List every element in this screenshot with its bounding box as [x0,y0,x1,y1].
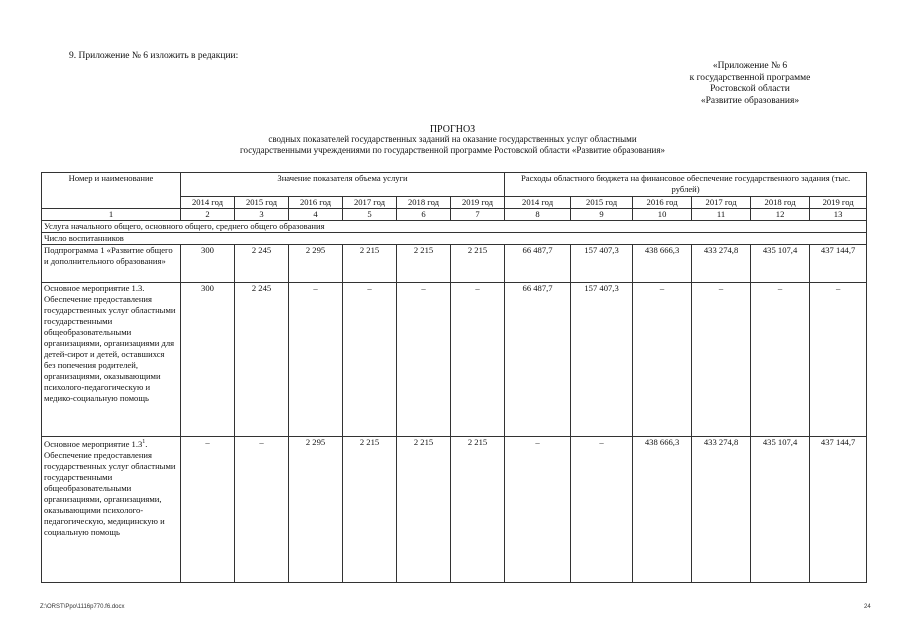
row-value: 435 107,4 [751,245,810,283]
header-year-volume: 2015 год [235,197,289,209]
column-number: 4 [289,209,343,221]
row-value: 2 245 [235,283,289,437]
footer-file-path: Z:\ORST\Ppo\1116p770.f6.docx [40,604,125,610]
row-value: – [571,437,633,583]
header-year-volume: 2019 год [451,197,505,209]
header-group-volume: Значение показателя объема услуги [181,173,505,197]
row-value: – [692,283,751,437]
row-value: 2 295 [289,245,343,283]
header-year-volume: 2017 год [343,197,397,209]
section-indicator: Число воспитанников [42,233,867,245]
column-number: 6 [397,209,451,221]
row-value: – [289,283,343,437]
table-row [42,283,867,437]
header-year-expenses: 2018 год [751,197,810,209]
header-year-volume: 2018 год [397,197,451,209]
row-value: – [181,437,235,583]
row-name-main: Основное мероприятие 1.3 [44,438,143,449]
row-value: – [235,437,289,583]
subtitle-line-2: государственными учреждениями по государственной программе Ростовской области «Развитие образования» [240,145,665,155]
annex-line-4: «Развитие образования» [700,95,800,106]
header-year-expenses: 2019 год [810,197,867,209]
row-value: 2 215 [397,245,451,283]
column-number: 9 [571,209,633,221]
forecast-table [41,172,867,583]
row-value: 2 215 [451,245,505,283]
document-title: ПРОГНОЗ [429,124,476,135]
column-number: 7 [451,209,505,221]
table-row [42,437,867,583]
row-value: 66 487,7 [505,283,571,437]
row-value: 433 274,8 [692,245,751,283]
row-value: 300 [181,283,235,437]
header-year-expenses: 2016 год [633,197,692,209]
row-value: 300 [181,245,235,283]
row-value: 2 215 [397,437,451,583]
header-name: Номер и наименование [42,173,181,209]
section-service: Услуга начального общего, основного общего, среднего общего образования [42,221,867,233]
column-number: 1 [42,209,181,221]
row-value: 438 666,3 [633,437,692,583]
page-number: 24 [864,604,871,610]
row-value: – [633,283,692,437]
row-value: 2 245 [235,245,289,283]
intro-text: 9. Приложение № 6 изложить в редакции: [69,51,239,61]
column-number: 2 [181,209,235,221]
annex-line-1: «Приложение № 6 [712,61,788,71]
row-name-rest: . Обеспечение предоставления государственных услуг областными государственными общеобразовательными организациями, организациями, оказывающими психолого-педагогическую, медицинскую и социальную помощь [44,438,176,537]
row-value: – [810,283,867,437]
annex-line-2: к государственной программе [689,72,811,83]
row-value: – [505,437,571,583]
header-group-expenses: Расходы областного бюджета на финансовое обеспечение государственного задания (тыс. рублей) [505,173,867,197]
row-value: 66 487,7 [505,245,571,283]
row-value: – [397,283,451,437]
row-name: Подпрограмма 1 «Развитие общего и дополнительного образования» [42,245,181,283]
row-value: 2 295 [289,437,343,583]
column-number: 12 [751,209,810,221]
row-value: 2 215 [343,437,397,583]
header-year-volume: 2014 год [181,197,235,209]
row-value: 437 144,7 [810,245,867,283]
subtitle-line-1: сводных показателей государственных заданий на оказание государственных услуг областными [268,134,637,144]
row-name [42,437,181,583]
row-value: 2 215 [451,437,505,583]
column-number: 10 [633,209,692,221]
column-number: 3 [235,209,289,221]
row-value: 2 215 [343,245,397,283]
column-number: 11 [692,209,751,221]
header-year-volume: 2016 год [289,197,343,209]
column-number: 13 [810,209,867,221]
row-value: – [451,283,505,437]
header-year-expenses: 2015 год [571,197,633,209]
header-year-expenses: 2014 год [505,197,571,209]
row-value: 437 144,7 [810,437,867,583]
header-year-expenses: 2017 год [692,197,751,209]
table-row [42,245,867,283]
column-number: 8 [505,209,571,221]
row-value: 433 274,8 [692,437,751,583]
document-subtitle [0,134,905,156]
row-value: 435 107,4 [751,437,810,583]
annex-line-3: Ростовской области [710,84,790,94]
row-value: 157 407,3 [571,245,633,283]
row-value: 157 407,3 [571,283,633,437]
column-number: 5 [343,209,397,221]
row-value: 438 666,3 [633,245,692,283]
row-value: – [343,283,397,437]
annex-heading [600,61,900,107]
row-value: – [751,283,810,437]
row-name-sup: 1 [142,439,146,445]
row-name: Основное мероприятие 1.3. Обеспечение предоставления государственных услуг областными государственными общеобразовательными организациями, организациями для детей-сирот и детей, оставшихся без попечения родителей, организациями, оказывающими психолого-педагогическую и медико-социальную помощь [42,283,181,437]
